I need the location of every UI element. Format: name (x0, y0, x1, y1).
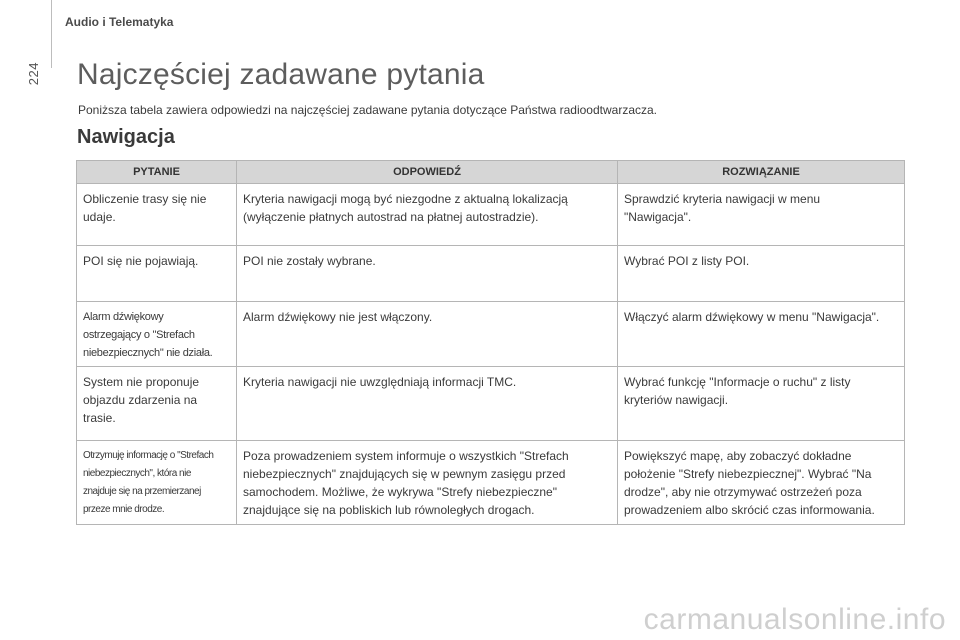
table-header-row (77, 161, 905, 184)
question-cell: Otrzymuję informację o "Strefach niebezpiecznych", która nie znajduje się na przemierzanej przeze mnie drodze. (77, 441, 237, 525)
answer-cell: Alarm dźwiękowy nie jest włączony. (237, 302, 618, 367)
column-header-solution: ROZWIĄZANIE (618, 161, 905, 184)
answer-cell: POI nie zostały wybrane. (237, 246, 618, 302)
solution-cell: Wybrać funkcję "Informacje o ruchu" z listy kryteriów nawigacji. (618, 367, 905, 441)
table-row (77, 302, 905, 367)
question-cell: Alarm dźwiękowy ostrzegający o "Strefach niebezpiecznych" nie działa. (77, 302, 237, 367)
answer-cell: Kryteria nawigacji nie uwzględniają informacji TMC. (237, 367, 618, 441)
table-row (77, 246, 905, 302)
page-number: 224 (26, 62, 41, 86)
question-cell: POI się nie pojawiają. (77, 246, 237, 302)
table-row (77, 367, 905, 441)
table-row (77, 184, 905, 246)
answer-cell: Kryteria nawigacji mogą być niezgodne z aktualną lokalizacją (wyłączenie płatnych autostrad na płatnej autostradzie). (237, 184, 618, 246)
column-header-answer: ODPOWIEDŹ (237, 161, 618, 184)
section-title: Nawigacja (77, 126, 175, 148)
table-row (77, 441, 905, 525)
solution-cell: Powiększyć mapę, aby zobaczyć dokładne położenie "Strefy niebezpiecznej". Wybrać "Na drodze", aby nie otrzymywać ostrzeżeń poza prowadzeniem albo skrócić czas informowania. (618, 441, 905, 525)
page-title: Najczęściej zadawane pytania (77, 58, 485, 91)
solution-cell: Sprawdzić kryteria nawigacji w menu "Nawigacja". (618, 184, 905, 246)
answer-cell: Poza prowadzeniem system informuje o wszystkich "Strefach niebezpiecznych" znajdujących się w pewnym zasięgu przed samochodem. Możliwe, że wykrywa "Strefy niebezpieczne" znajdujące się na pobliskich lub równoległych drogach. (237, 441, 618, 525)
header-section-title: Audio i Telematyka (65, 15, 174, 29)
intro-text: Poniższa tabela zawiera odpowiedzi na najczęściej zadawane pytania dotyczące Państwa radioodtwarzacza. (78, 103, 657, 117)
faq-table (76, 160, 905, 525)
question-cell: Obliczenie trasy się nie udaje. (77, 184, 237, 246)
watermark: carmanualsonline.info (643, 603, 946, 636)
question-cell: System nie proponuje objazdu zdarzenia na trasie. (77, 367, 237, 441)
solution-cell: Wybrać POI z listy POI. (618, 246, 905, 302)
solution-cell: Włączyć alarm dźwiękowy w menu "Nawigacja". (618, 302, 905, 367)
column-header-question: PYTANIE (77, 161, 237, 184)
vertical-rule (51, 0, 52, 68)
